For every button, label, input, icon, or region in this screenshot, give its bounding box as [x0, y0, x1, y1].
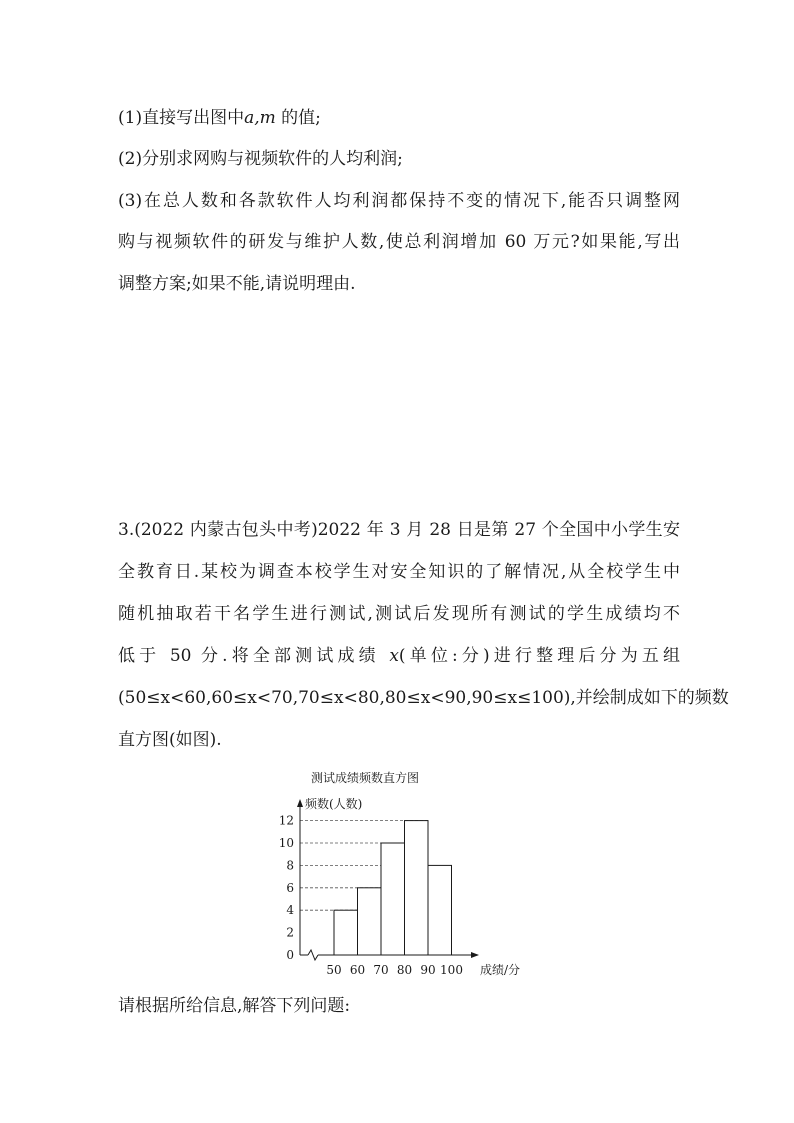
question3-line6: 直方图(如图). [118, 730, 222, 750]
question2-part1 [118, 107, 321, 129]
histogram-bar [381, 843, 405, 955]
question3-line3: 随机抽取若干名学生进行测试,测试后发现所有测试的学生成绩均不 [118, 604, 680, 624]
histogram-bar [405, 821, 429, 955]
histogram-bar [358, 888, 382, 955]
question2-part3-line3: 调整方案;如果不能,请说明理由. [118, 274, 356, 294]
line4-prefix: 低于 50 分.将全部测试成绩 [118, 646, 390, 666]
y-tick-label: 10 [278, 836, 294, 850]
question3-follow-up: 请根据所给信息,解答下列问题: [118, 996, 351, 1016]
question2-part3-line1: (3)在总人数和各款软件人均利润都保持不变的情况下,能否只调整网 [118, 191, 680, 211]
part1-prefix: (1)直接写出图中 [118, 108, 245, 128]
line4-var: x [389, 646, 399, 666]
x-axis-arrow [471, 952, 479, 958]
histogram-bar [334, 910, 358, 955]
x-tick-label: 80 [396, 963, 413, 977]
x-tick-label: 100 [440, 963, 463, 977]
part1-suffix: 的值; [275, 108, 321, 128]
question3-line4 [118, 645, 680, 667]
x-tick-label: 50 [326, 963, 342, 977]
question2-part3-line2: 购与视频软件的研发与维护人数,使总利润增加 60 万元?如果能,写出 [118, 232, 680, 252]
y-tick-label: 4 [286, 903, 294, 918]
y-tick-label: 12 [278, 813, 294, 828]
question3-line1: 3.(2022 内蒙古包头中考)2022 年 3 月 28 日是第 27 个全国中小学生安 [118, 520, 680, 540]
y-tick-label: 2 [286, 925, 294, 940]
histogram-chart [260, 795, 530, 980]
y-tick-label: 6 [286, 880, 294, 895]
line4-suffix: (单位:分)进行整理后分为五组 [398, 646, 680, 666]
x-axis-break [308, 950, 318, 960]
question3-line2: 全教育日.某校为调查本校学生对安全知识的了解情况,从全校学生中 [118, 562, 680, 582]
x-tick-label: 70 [373, 963, 389, 977]
histogram-bar [428, 865, 452, 955]
y-tick-label: 0 [286, 948, 294, 962]
y-tick-label: 8 [286, 858, 294, 873]
x-tick-label: 60 [349, 963, 366, 977]
y-axis-label: 频数(人数) [305, 797, 363, 811]
y-axis-arrow [297, 799, 303, 807]
question2-part2: (2)分别求网购与视频软件的人均利润; [118, 149, 403, 169]
x-axis-label: 成绩/分 [480, 963, 521, 977]
chart-title: 测试成绩频数直方图 [310, 771, 419, 785]
question3-line5: (50≤x<60,60≤x<70,70≤x<80,80≤x<90,90≤x≤100),并绘制成如下的频数 [118, 688, 729, 708]
x-tick-label: 90 [420, 963, 436, 977]
part1-vars: a,m [244, 108, 276, 128]
